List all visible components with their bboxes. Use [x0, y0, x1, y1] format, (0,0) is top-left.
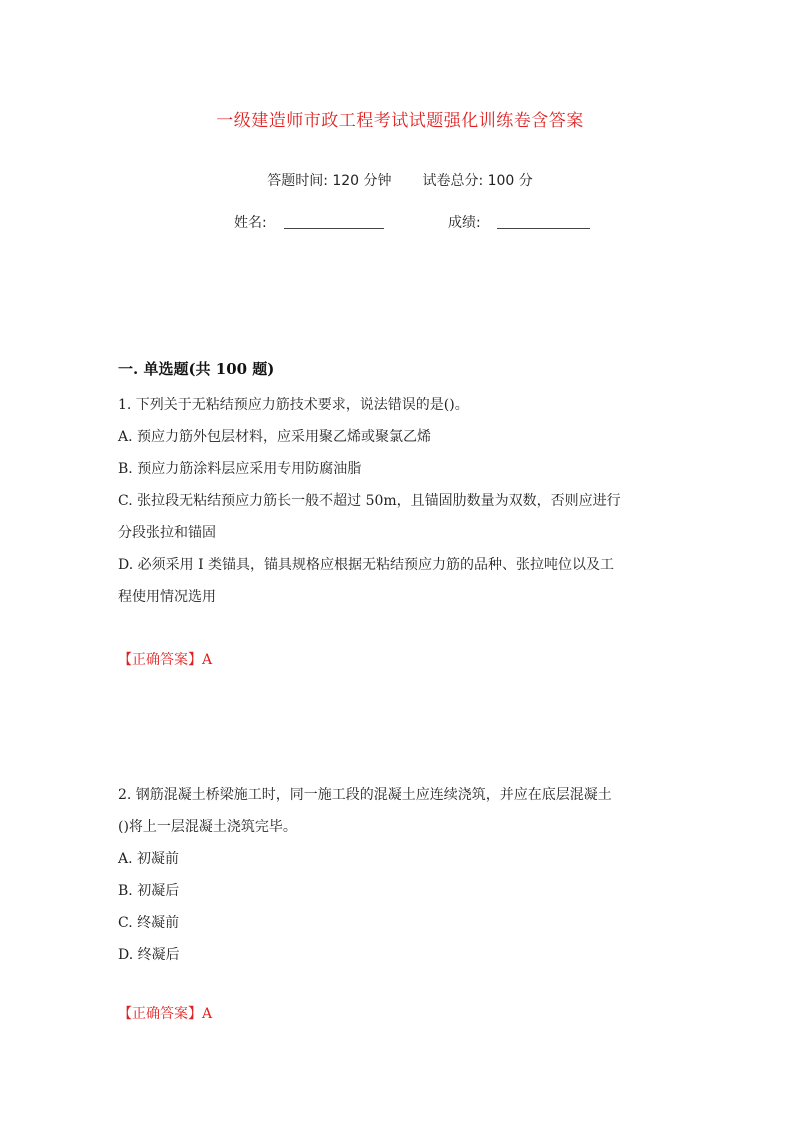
- option-d: D. 终凝后: [118, 947, 180, 963]
- option-b: B. 初凝后: [118, 883, 180, 899]
- name-label: 姓名:: [234, 215, 267, 231]
- question-stem: 1. 下列关于无粘结预应力筋技术要求，说法错误的是()。: [118, 397, 469, 413]
- option-d-cont: 程使用情况选用: [118, 589, 216, 605]
- section-title: 一. 单选题(共 100 题): [118, 360, 275, 378]
- question-2: [118, 779, 688, 971]
- score-blank: [497, 228, 590, 229]
- total-score: 试卷总分: 100 分: [422, 173, 533, 189]
- option-c: C. 终凝前: [118, 915, 180, 931]
- question-stem: 2. 钢筋混凝土桥梁施工时，同一施工段的混凝土应连续浇筑，并应在底层混凝土: [118, 787, 612, 803]
- exam-title: 一级建造师市政工程考试试题强化训练卷含答案: [216, 111, 584, 131]
- option-a: A. 初凝前: [118, 851, 180, 867]
- option-d: D. 必须采用 I 类锚具，锚具规格应根据无粘结预应力筋的品种、张拉吨位以及工: [118, 557, 615, 573]
- option-c-cont: 分段张拉和锚固: [118, 525, 216, 541]
- question-stem-cont: ()将上一层混凝土浇筑完毕。: [118, 819, 297, 835]
- question-1: [118, 389, 688, 613]
- option-a: A. 预应力筋外包层材料，应采用聚乙烯或聚氯乙烯: [118, 429, 432, 445]
- option-c: C. 张拉段无粘结预应力筋长一般不超过 50m，且锚固肋数量为双数，否则应进行: [118, 493, 621, 509]
- score-label: 成绩:: [448, 215, 481, 231]
- answer-2: 【正确答案】A: [118, 1006, 213, 1022]
- exam-meta: [0, 170, 800, 190]
- name-blank: [284, 228, 384, 229]
- time-limit: 答题时间: 120 分钟: [267, 173, 392, 189]
- option-b: B. 预应力筋涂料层应采用专用防腐油脂: [118, 461, 362, 477]
- answer-1: 【正确答案】A: [118, 652, 213, 668]
